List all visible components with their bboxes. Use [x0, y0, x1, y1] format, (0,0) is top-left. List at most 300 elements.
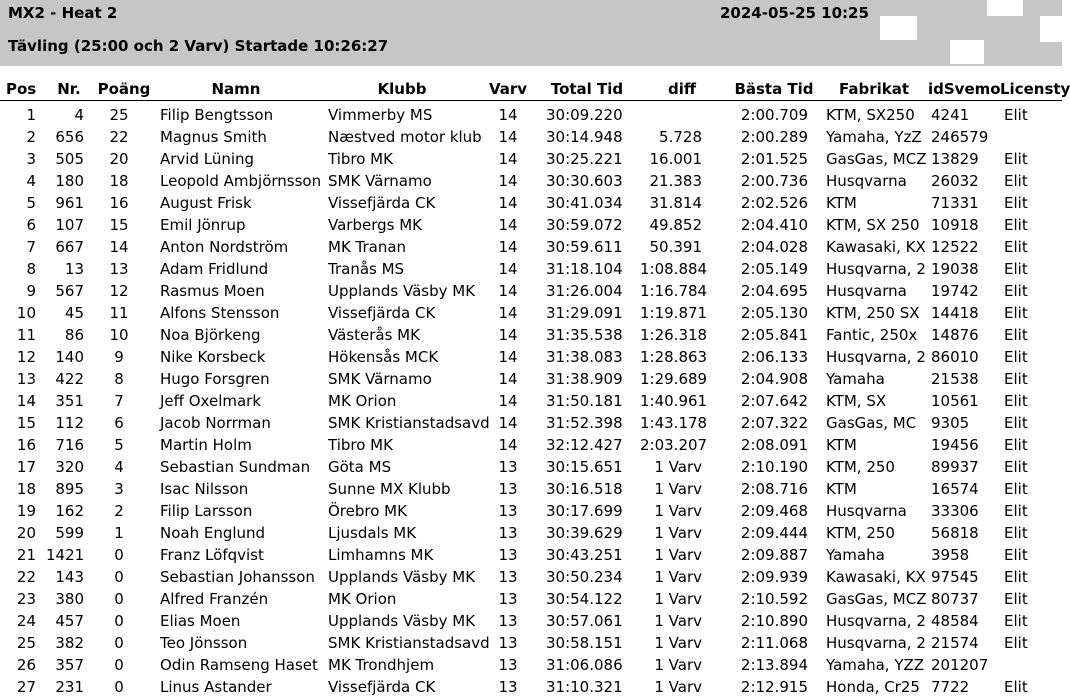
cell-total-time: 30:57.061 [546, 612, 623, 630]
cell-pos: 4 [26, 172, 36, 190]
cell-make: GasGas, MC [826, 414, 917, 432]
cell-club: Tibro MK [328, 436, 393, 454]
cell-pos: 5 [26, 194, 36, 212]
table-row [0, 676, 1062, 698]
cell-svemo-id: 71331 [931, 194, 979, 212]
cell-svemo-id: 33306 [931, 502, 979, 520]
cell-nr: 143 [55, 568, 84, 586]
cell-nr: 162 [55, 502, 84, 520]
cell-total-time: 30:59.072 [546, 216, 623, 234]
cell-license: Elit [1004, 436, 1028, 454]
cell-points: 4 [114, 458, 124, 476]
cell-svemo-id: 80737 [931, 590, 979, 608]
cell-laps: 14 [498, 172, 518, 190]
cell-license: Elit [1004, 678, 1028, 696]
cell-svemo-id: 21538 [931, 370, 979, 388]
cell-laps: 13 [498, 612, 518, 630]
cell-laps: 13 [498, 678, 518, 696]
cell-laps: 14 [498, 348, 518, 366]
col-id-header: idSvemo [928, 80, 1001, 98]
cell-make: Husqvarna, 2 [826, 634, 926, 652]
checkered-flag-icon [880, 0, 1062, 66]
cell-svemo-id: 201207 [931, 656, 989, 674]
cell-nr: 505 [55, 150, 84, 168]
cell-pos: 20 [16, 524, 36, 542]
cell-best-lap: 2:09.887 [740, 546, 808, 564]
cell-diff: 1 Varv [654, 480, 702, 498]
cell-pos: 23 [16, 590, 36, 608]
cell-make: KTM, 250 [826, 458, 895, 476]
cell-club: Västerås MK [328, 326, 420, 344]
cell-svemo-id: 26032 [931, 172, 979, 190]
cell-total-time: 30:14.948 [546, 128, 623, 146]
cell-laps: 13 [498, 546, 518, 564]
cell-points: 0 [114, 656, 124, 674]
cell-club: Tranås MS [328, 260, 405, 278]
cell-total-time: 31:35.538 [546, 326, 623, 344]
cell-name: Franz Löfqvist [160, 546, 264, 564]
cell-diff: 1 Varv [654, 590, 702, 608]
cell-best-lap: 2:07.322 [740, 414, 808, 432]
cell-license: Elit [1004, 370, 1028, 388]
cell-total-time: 31:50.181 [546, 392, 623, 410]
cell-svemo-id: 14876 [931, 326, 979, 344]
cell-total-time: 30:54.122 [546, 590, 623, 608]
cell-name: Linus Astander [160, 678, 272, 696]
table-row [0, 390, 1062, 412]
results-header [0, 0, 1062, 66]
cell-points: 0 [114, 546, 124, 564]
cell-points: 12 [109, 282, 129, 300]
cell-points: 15 [109, 216, 129, 234]
cell-points: 5 [114, 436, 124, 454]
cell-diff: 1 Varv [654, 546, 702, 564]
cell-name: Noah Englund [160, 524, 266, 542]
cell-club: MK Orion [328, 590, 397, 608]
table-row [0, 566, 1062, 588]
cell-pos: 27 [16, 678, 36, 696]
cell-total-time: 31:06.086 [546, 656, 623, 674]
cell-make: Fantic, 250x [826, 326, 918, 344]
cell-svemo-id: 19456 [931, 436, 979, 454]
cell-svemo-id: 10918 [931, 216, 979, 234]
cell-laps: 14 [498, 238, 518, 256]
cell-total-time: 30:30.603 [546, 172, 623, 190]
cell-pos: 19 [16, 502, 36, 520]
cell-pos: 12 [16, 348, 36, 366]
cell-best-lap: 2:11.068 [740, 634, 808, 652]
cell-points: 25 [109, 106, 129, 124]
cell-license: Elit [1004, 216, 1028, 234]
table-row [0, 412, 1062, 434]
cell-total-time: 31:29.091 [546, 304, 623, 322]
table-row [0, 302, 1062, 324]
cell-club: SMK Kristianstadsavd [328, 634, 490, 652]
cell-laps: 13 [498, 480, 518, 498]
table-row [0, 324, 1062, 346]
cell-points: 0 [114, 634, 124, 652]
cell-nr: 599 [55, 524, 84, 542]
cell-license: Elit [1004, 634, 1028, 652]
cell-nr: 13 [64, 260, 84, 278]
cell-svemo-id: 97545 [931, 568, 979, 586]
cell-license: Elit [1004, 150, 1028, 168]
cell-diff: 1 Varv [654, 634, 702, 652]
cell-points: 7 [114, 392, 124, 410]
cell-make: Husqvarna, 2 [826, 260, 926, 278]
cell-points: 20 [109, 150, 129, 168]
cell-license: Elit [1004, 172, 1028, 190]
race-info: Tävling (25:00 och 2 Varv) Startade 10:26:27 [8, 37, 389, 55]
cell-make: KTM, SX [826, 392, 887, 410]
cell-points: 9 [114, 348, 124, 366]
cell-name: August Frisk [160, 194, 252, 212]
cell-diff: 1 Varv [654, 656, 702, 674]
table-row [0, 280, 1062, 302]
cell-make: KTM, 250 [826, 524, 895, 542]
cell-total-time: 30:09.220 [546, 106, 623, 124]
cell-best-lap: 2:07.642 [740, 392, 808, 410]
cell-pos: 3 [26, 150, 36, 168]
cell-nr: 231 [55, 678, 84, 696]
cell-nr: 1421 [46, 546, 85, 564]
cell-best-lap: 2:00.289 [740, 128, 808, 146]
cell-name: Sebastian Sundman [160, 458, 311, 476]
cell-club: MK Tranan [328, 238, 407, 256]
cell-pos: 9 [26, 282, 36, 300]
cell-diff: 21.383 [649, 172, 702, 190]
table-row [0, 522, 1062, 544]
cell-pos: 17 [16, 458, 36, 476]
cell-make: KTM, SX 250 [826, 216, 920, 234]
cell-total-time: 30:16.518 [546, 480, 623, 498]
cell-diff: 1:43.178 [640, 414, 708, 432]
cell-diff: 1:26.318 [640, 326, 708, 344]
header-divider [0, 100, 1062, 101]
cell-club: MK Trondhjem [328, 656, 435, 674]
cell-diff: 1:28.863 [640, 348, 708, 366]
col-club-header: Klubb [377, 80, 427, 98]
cell-points: 0 [114, 568, 124, 586]
cell-best-lap: 2:10.592 [740, 590, 808, 608]
cell-pos: 18 [16, 480, 36, 498]
cell-points: 18 [109, 172, 129, 190]
cell-points: 14 [109, 238, 129, 256]
cell-svemo-id: 19742 [931, 282, 979, 300]
cell-license: Elit [1004, 414, 1028, 432]
cell-club: Upplands Väsby MK [328, 568, 476, 586]
cell-pos: 7 [26, 238, 36, 256]
cell-total-time: 31:38.083 [546, 348, 623, 366]
cell-nr: 457 [55, 612, 84, 630]
cell-total-time: 32:12.427 [546, 436, 623, 454]
cell-laps: 14 [498, 326, 518, 344]
cell-make: KTM [826, 436, 857, 454]
table-row [0, 500, 1062, 522]
cell-points: 22 [109, 128, 129, 146]
table-row [0, 192, 1062, 214]
col-license-header: Licensty [1000, 80, 1070, 98]
col-diff-header: diff [667, 80, 697, 98]
cell-best-lap: 2:10.190 [740, 458, 808, 476]
cell-make: Husqvarna [826, 282, 907, 300]
cell-svemo-id: 16574 [931, 480, 979, 498]
cell-license: Elit [1004, 458, 1028, 476]
cell-best-lap: 2:09.468 [740, 502, 808, 520]
cell-total-time: 30:15.651 [546, 458, 623, 476]
col-best-header: Bästa Tid [734, 80, 814, 98]
cell-svemo-id: 4241 [931, 106, 970, 124]
cell-license: Elit [1004, 304, 1028, 322]
cell-license: Elit [1004, 546, 1028, 564]
cell-name: Teo Jönsson [160, 634, 248, 652]
cell-points: 2 [114, 502, 124, 520]
cell-license: Elit [1004, 502, 1028, 520]
cell-diff: 16.001 [649, 150, 702, 168]
cell-svemo-id: 48584 [931, 612, 979, 630]
table-row [0, 654, 1062, 676]
table-row [0, 170, 1062, 192]
cell-license: Elit [1004, 260, 1028, 278]
cell-club: Næstved motor klub [328, 128, 482, 146]
cell-club: Limhamns MK [328, 546, 434, 564]
cell-best-lap: 2:09.939 [740, 568, 808, 586]
cell-pos: 2 [26, 128, 36, 146]
table-row [0, 588, 1062, 610]
cell-best-lap: 2:00.736 [740, 172, 808, 190]
cell-svemo-id: 21574 [931, 634, 979, 652]
cell-points: 11 [109, 304, 129, 322]
cell-total-time: 30:58.151 [546, 634, 623, 652]
cell-club: Upplands Väsby MK [328, 282, 476, 300]
cell-diff: 1 Varv [654, 458, 702, 476]
cell-diff: 1 Varv [654, 678, 702, 696]
cell-svemo-id: 14418 [931, 304, 979, 322]
cell-make: Husqvarna [826, 502, 907, 520]
cell-club: MK Orion [328, 392, 397, 410]
cell-diff: 1:08.884 [640, 260, 708, 278]
cell-points: 6 [114, 414, 124, 432]
cell-make: GasGas, MCZ [826, 590, 927, 608]
cell-total-time: 31:52.398 [546, 414, 623, 432]
cell-best-lap: 2:10.890 [740, 612, 808, 630]
cell-best-lap: 2:04.695 [740, 282, 808, 300]
report-datetime: 2024-05-25 10:25 [720, 4, 869, 22]
col-pos-header: Pos [6, 80, 37, 98]
cell-points: 0 [114, 678, 124, 696]
cell-make: KTM, SX250 [826, 106, 915, 124]
col-total-header: Total Tid [550, 80, 624, 98]
cell-svemo-id: 56818 [931, 524, 979, 542]
cell-best-lap: 2:04.028 [740, 238, 808, 256]
cell-diff: 2:03.207 [640, 436, 708, 454]
col-make-header: Fabrikat [838, 80, 910, 98]
cell-club: SMK Värnamo [328, 172, 432, 190]
cell-license: Elit [1004, 106, 1028, 124]
cell-name: Odin Ramseng Haset [160, 656, 318, 674]
cell-club: Ljusdals MK [328, 524, 417, 542]
cell-best-lap: 2:00.709 [740, 106, 808, 124]
cell-make: KTM [826, 480, 857, 498]
cell-laps: 14 [498, 128, 518, 146]
cell-total-time: 30:50.234 [546, 568, 623, 586]
cell-points: 1 [114, 524, 124, 542]
table-row [0, 456, 1062, 478]
cell-name: Adam Fridlund [160, 260, 269, 278]
table-row [0, 258, 1062, 280]
cell-svemo-id: 10561 [931, 392, 979, 410]
cell-club: Örebro MK [328, 502, 407, 520]
cell-nr: 351 [55, 392, 84, 410]
heat-title: MX2 - Heat 2 [8, 4, 118, 22]
cell-pos: 6 [26, 216, 36, 234]
cell-total-time: 31:10.321 [546, 678, 623, 696]
cell-nr: 667 [55, 238, 84, 256]
cell-pos: 11 [16, 326, 36, 344]
cell-nr: 357 [55, 656, 84, 674]
cell-name: Sebastian Johansson [160, 568, 315, 586]
cell-laps: 14 [498, 106, 518, 124]
table-row [0, 368, 1062, 390]
cell-license: Elit [1004, 612, 1028, 630]
cell-points: 0 [114, 612, 124, 630]
cell-name: Anton Nordström [160, 238, 289, 256]
cell-laps: 13 [498, 590, 518, 608]
cell-pos: 25 [16, 634, 36, 652]
cell-diff: 1 Varv [654, 612, 702, 630]
cell-make: Yamaha, YzZ [826, 128, 922, 146]
cell-club: Vimmerby MS [328, 106, 433, 124]
cell-laps: 13 [498, 524, 518, 542]
cell-license: Elit [1004, 282, 1028, 300]
cell-name: Rasmus Moen [160, 282, 265, 300]
cell-name: Leopold Ambjörnsson [160, 172, 322, 190]
cell-nr: 112 [55, 414, 84, 432]
cell-svemo-id: 12522 [931, 238, 979, 256]
table-row [0, 610, 1062, 632]
cell-name: Martin Holm [160, 436, 252, 454]
cell-nr: 4 [74, 106, 84, 124]
cell-license: Elit [1004, 480, 1028, 498]
cell-svemo-id: 3958 [931, 546, 970, 564]
cell-nr: 961 [55, 194, 84, 212]
cell-pos: 16 [16, 436, 36, 454]
cell-club: Vissefjärda CK [328, 678, 436, 696]
cell-pos: 24 [16, 612, 36, 630]
cell-diff: 1:29.689 [640, 370, 708, 388]
cell-laps: 14 [498, 282, 518, 300]
cell-total-time: 30:59.611 [546, 238, 623, 256]
col-laps-header: Varv [488, 80, 528, 98]
cell-pos: 22 [16, 568, 36, 586]
cell-best-lap: 2:12.915 [740, 678, 808, 696]
cell-pos: 14 [16, 392, 36, 410]
cell-name: Elias Moen [160, 612, 241, 630]
cell-make: GasGas, MCZ [826, 150, 927, 168]
cell-club: Vissefjärda CK [328, 194, 436, 212]
table-row [0, 236, 1062, 258]
cell-total-time: 31:38.909 [546, 370, 623, 388]
cell-license: Elit [1004, 590, 1028, 608]
cell-make: KTM [826, 194, 857, 212]
cell-best-lap: 2:13.894 [740, 656, 808, 674]
cell-make: Kawasaki, KX [826, 568, 926, 586]
cell-club: SMK Värnamo [328, 370, 432, 388]
cell-license: Elit [1004, 326, 1028, 344]
cell-best-lap: 2:05.130 [740, 304, 808, 322]
col-nr-header: Nr. [57, 80, 81, 98]
cell-laps: 14 [498, 194, 518, 212]
cell-diff: 31.814 [649, 194, 702, 212]
cell-points: 3 [114, 480, 124, 498]
cell-name: Filip Bengtsson [160, 106, 274, 124]
cell-name: Alfred Franzén [160, 590, 269, 608]
cell-best-lap: 2:05.149 [740, 260, 808, 278]
cell-best-lap: 2:06.133 [740, 348, 808, 366]
cell-laps: 14 [498, 392, 518, 410]
cell-total-time: 30:39.629 [546, 524, 623, 542]
cell-best-lap: 2:02.526 [740, 194, 808, 212]
cell-license: Elit [1004, 348, 1028, 366]
cell-make: Yamaha, YZZ [826, 656, 925, 674]
cell-club: Sunne MX Klubb [328, 480, 451, 498]
cell-make: Yamaha [826, 370, 885, 388]
cell-laps: 13 [498, 458, 518, 476]
cell-diff: 1:40.961 [640, 392, 708, 410]
cell-name: Emil Jönrup [160, 216, 246, 234]
cell-name: Jeff Oxelmark [160, 392, 262, 410]
cell-laps: 14 [498, 150, 518, 168]
cell-diff: 1 Varv [654, 568, 702, 586]
cell-svemo-id: 89937 [931, 458, 979, 476]
cell-license: Elit [1004, 524, 1028, 542]
cell-club: Vissefjärda CK [328, 304, 436, 322]
cell-license: Elit [1004, 194, 1028, 212]
cell-laps: 14 [498, 370, 518, 388]
table-row [0, 434, 1062, 456]
cell-pos: 1 [26, 106, 36, 124]
cell-name: Jacob Norrman [160, 414, 271, 432]
col-name-header: Namn [211, 80, 261, 98]
col-points-header: Poäng [97, 80, 151, 98]
cell-make: Husqvarna, 2 [826, 348, 926, 366]
cell-diff: 1 Varv [654, 524, 702, 542]
cell-name: Noa Björkeng [160, 326, 261, 344]
cell-best-lap: 2:08.716 [740, 480, 808, 498]
cell-points: 13 [109, 260, 129, 278]
cell-pos: 8 [26, 260, 36, 278]
cell-nr: 86 [64, 326, 84, 344]
cell-laps: 14 [498, 304, 518, 322]
cell-license: Elit [1004, 392, 1028, 410]
cell-total-time: 30:41.034 [546, 194, 623, 212]
cell-nr: 895 [55, 480, 84, 498]
table-row [0, 126, 1062, 148]
cell-pos: 21 [16, 546, 36, 564]
cell-total-time: 30:43.251 [546, 546, 623, 564]
cell-license: Elit [1004, 238, 1028, 256]
cell-total-time: 30:25.221 [546, 150, 623, 168]
table-row [0, 148, 1062, 170]
cell-best-lap: 2:01.525 [740, 150, 808, 168]
cell-club: SMK Kristianstadsavd [328, 414, 490, 432]
cell-svemo-id: 86010 [931, 348, 979, 366]
table-row [0, 104, 1062, 126]
cell-nr: 567 [55, 282, 84, 300]
cell-nr: 656 [55, 128, 84, 146]
table-row [0, 346, 1062, 368]
cell-svemo-id: 246579 [931, 128, 989, 146]
